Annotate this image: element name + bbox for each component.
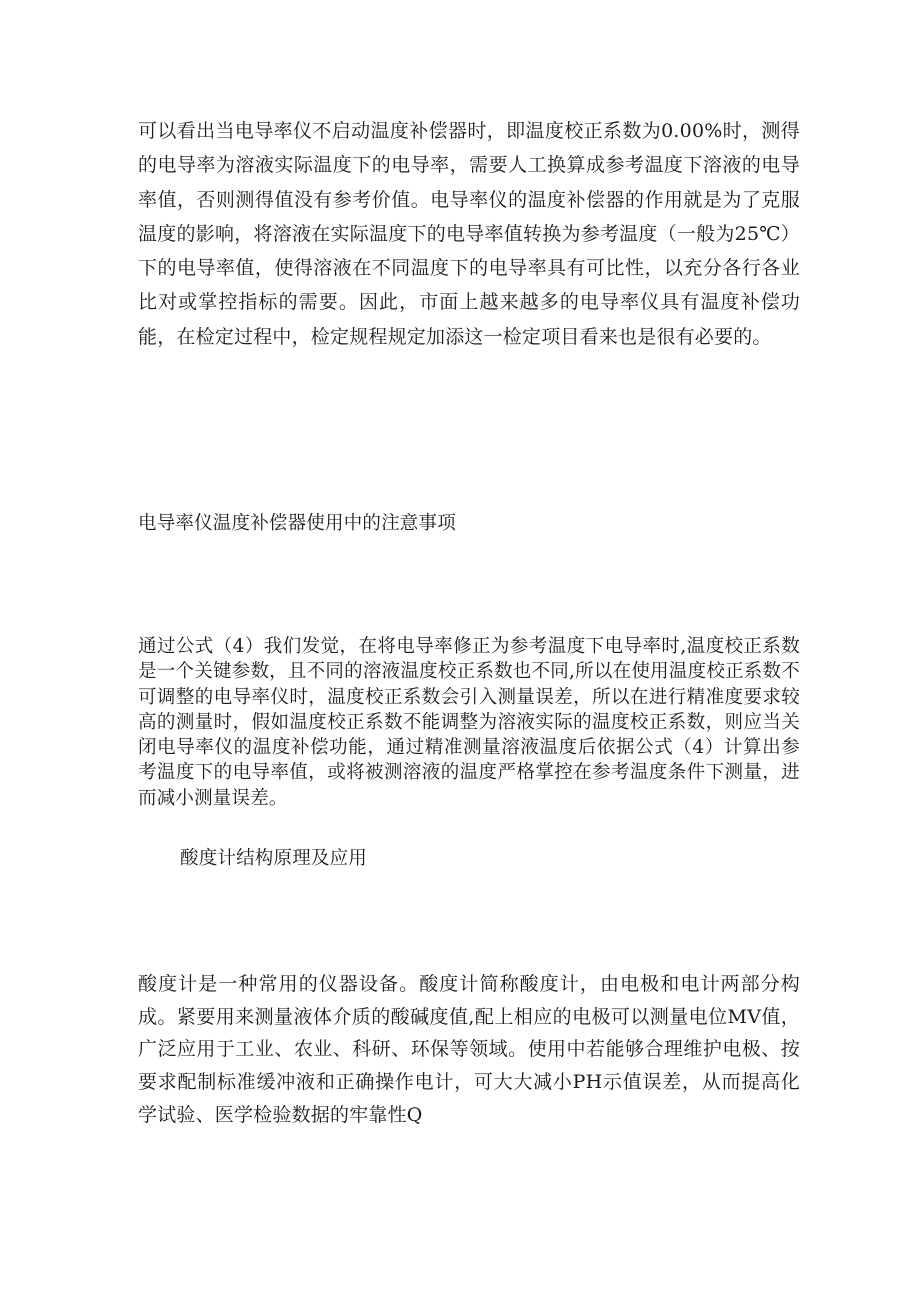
paragraph-ph-meter-intro: 酸度计是一种常用的仪器设备。酸度计简称酸度计，由电极和电计两部分构成。紧要用来测量液体介质的酸碱度值,配上相应的电极可以测量电位MV值，广泛应用于工业、农业、科研、环保等领域。使用中若能够合理维护电极、按要求配制标准缓冲液和正确操作电计，可大大减小PH示值误差，从而提高化学试验、医学检验数据的牢靠性Q bbox=[138, 973, 800, 1126]
section-heading-compensator-notes: 电导率仪温度补偿器使用中的注意事项 bbox=[138, 513, 456, 534]
section-heading-ph-meter: 酸度计结构原理及应用 bbox=[180, 848, 368, 869]
paragraph-conductivity-temperature-compensation: 可以看出当电导率仪不启动温度补偿器时，即温度校正系数为0.00%时，测得的电导率为溶液实际温度下的电导率，需要人工换算成参考温度下溶液的电导率值，否则测得值没有参考价值。电导率仪的温度补偿器的作用就是为了克服温度的影响，将溶液在实际温度下的电导率值转换为参考温度（一般为25℃）下的电导率值，使得溶液在不同温度下的电导率具有可比性，以充分各行各业比对或掌控指标的需要。因此，市面上越来越多的电导率仪具有温度补偿功能，在检定过程中，检定规程规定加添这一检定项目看来也是很有必要的。 bbox=[138, 120, 800, 348]
paragraph-formula-notes: 通过公式（4）我们发觉，在将电导率修正为参考温度下电导率时,温度校正系数是一个关键参数，且不同的溶液温度校正系数也不同,所以在使用温度校正系数不可调整的电导率仪时，温度校正系数会引入测量误差，所以在进行精准度要求较高的测量时，假如温度校正系数不能调整为溶液实际的温度校正系数，则应当关闭电导率仪的温度补偿功能，通过精准测量溶液温度后依据公式（4）计算出参考温度下的电导率值，或将被测溶液的温度严格掌控在参考温度条件下测量，进而减小测量误差。 bbox=[138, 636, 800, 809]
